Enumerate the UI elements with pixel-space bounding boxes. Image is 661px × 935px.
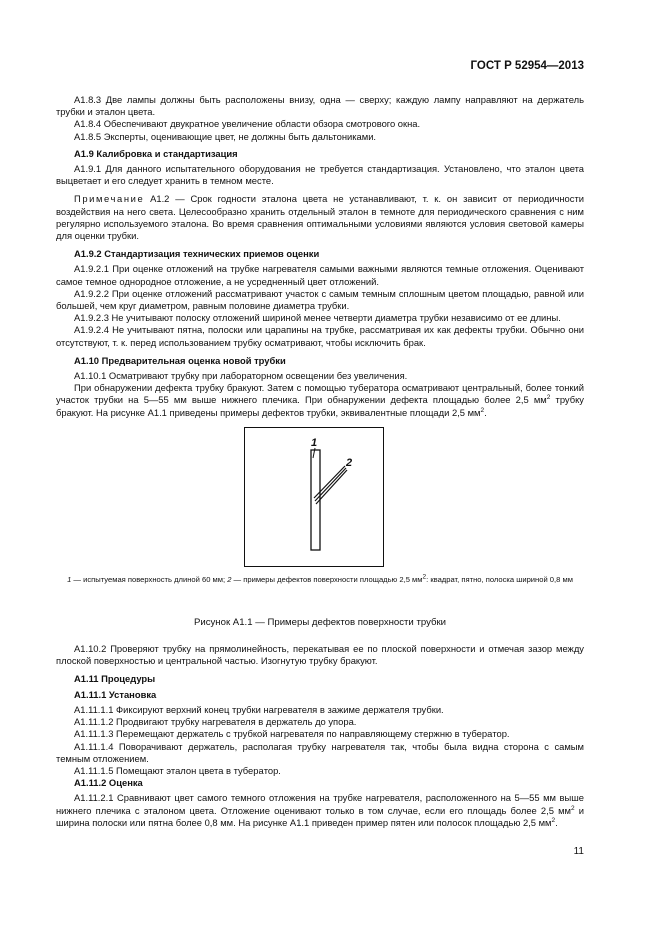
paragraph-a1-9-2-1: А1.9.2.1 При оценке отложений на трубке нагревателя самыми важными являются темные отложения. Оценивают самое темное однородное отложение, а не усредненный цвет отложений. (56, 263, 584, 287)
tube-drawing (245, 428, 383, 566)
superscript: 2 (422, 573, 427, 581)
eval-text-a: А1.11.2.1 Сравнивают цвет самого темного отложения на трубке нагревателя, расположенного на 5—55 мм выше нижнего плечика с эталоном цвета. Отложение оценивают только в том случае, если его площадь более 2,5 мм (56, 792, 584, 816)
document-body (56, 94, 584, 829)
defect-text-a: При обнаружении дефекта трубку бракуют. Затем с помощью туберaтора осматривают центральный, более тонкий участок трубки на 5—55 мм выше нижнего плечика. При обнаружении дефекта площадью более 2,5 мм (56, 382, 584, 406)
note-lead: Примечание (74, 193, 145, 205)
figure-title: Рисунок А1.1 — Примеры дефектов поверхности трубки (193, 616, 447, 628)
paragraph-a1-11-1-2: А1.11.1.2 Продвигают трубку нагревателя в держатель до упора. (74, 716, 357, 728)
legend-text-2a: — примеры дефектов поверхности площадью 2,5 мм (231, 574, 423, 584)
standard-header: ГОСТ Р 52954—2013 (470, 60, 584, 72)
defect-text-c: . (484, 406, 487, 418)
paragraph-a1-9-1: А1.9.1 Для данного испытательного оборудования не требуется стандартизация. Установлено, что эталон цвета выцветает и его следует хранить в темном месте. (56, 163, 584, 187)
paragraph-a1-11-1-3: А1.11.1.3 Перемещают держатель с трубкой нагревателя по направляющему стержню в туберaтор. (74, 728, 510, 740)
note-a1-2 (56, 193, 584, 242)
leader-line-1 (314, 466, 345, 498)
heading-a1-9-2: А1.9.2 Стандартизация технических приемов оценки (74, 248, 320, 260)
superscript: 2 (546, 394, 551, 402)
eval-text-b: и ширина полоски или пятна более 0,8 мм. На рисунке А1.1 приведен пример пятен или полосок площадью 2,5 мм (56, 804, 584, 828)
legend-number-2: 2 (227, 574, 232, 584)
heading-a1-10: А1.10 Предварительная оценка новой трубки (74, 354, 286, 366)
paragraph-a1-11-2-1 (56, 792, 584, 829)
paragraph-a1-10-2: А1.10.2 Проверяют трубку на прямолинейность, перекатывая ее по плоской поверхности и отмечая зазор между плоской поверхностью и центральной частью. Изогнутую трубку бракуют. (56, 643, 584, 667)
paragraph-a1-8-5: А1.8.5 Эксперты, оценивающие цвет, не должны быть дальтониками. (74, 130, 377, 142)
heading-a1-11-2: А1.11.2 Оценка (74, 777, 143, 789)
figure-frame (244, 427, 384, 567)
paragraph-a1-9-2-2: А1.9.2.2 При оценке отложений рассматривают участок с самым темным сплошным цветом площадью, равной или большей, чем круг диаметром, равным половине диаметра трубки. (56, 287, 584, 312)
heading-a1-9: А1.9 Калибровка и стандартизация (74, 147, 238, 159)
figure-legend (56, 575, 584, 586)
superscript: 2 (570, 804, 575, 812)
legend-number-1: 1 (67, 574, 72, 584)
figure-label-2: 2 (346, 456, 353, 469)
superscript: 2 (551, 816, 556, 824)
paragraph-a1-9-2-3: А1.9.2.3 Не учитывают полоску отложений шириной менее четверти диаметра трубки независимо от ее длины. (74, 312, 561, 324)
legend-text-2b: : квадрат, пятно, полоска шириной 0,8 мм (426, 574, 573, 584)
paragraph-a1-11-1-5: А1.11.1.5 Помещают эталон цвета в туберaтор. (74, 764, 281, 776)
paragraph-a1-11-1-4: А1.11.1.4 Поворачивают держатель, располагая трубку нагревателя так, чтобы была видна сторона с самым темным отложением. (56, 740, 584, 764)
heading-a1-11: А1.11 Процедуры (74, 673, 156, 685)
figure-label-1: 1 (311, 436, 318, 449)
page-number: 11 (573, 846, 584, 857)
heading-a1-11-1: А1.11.1 Установка (74, 688, 157, 700)
paragraph-defect-check (56, 382, 584, 419)
paragraph-a1-8-3: А1.8.3 Две лампы должны быть расположены внизу, одна — сверху; каждую лампу направляют на держатель трубки и эталон цвета. (56, 94, 584, 118)
superscript: 2 (480, 406, 485, 414)
paragraph-a1-8-4: А1.8.4 Обеспечивают двукратное увеличение области обзора смотрового окна. (74, 118, 421, 130)
figure-a1-1 (56, 427, 584, 607)
paragraph-a1-9-2-4: А1.9.2.4 Не учитывают пятна, полоски или царапины на трубке, рассматривая их как дефекты трубки. Обычно они отсутствуют, т. к. перед использованием трубку осматривают, чтобы исключить брак. (56, 324, 584, 348)
defect-text-b: трубку бракуют. На рисунке А1.1 приведены примеры дефектов трубки, эквивалентные площади 2,5 мм (56, 394, 584, 418)
legend-text-1: — испытуемая поверхность длиной 60 мм; (71, 574, 228, 584)
eval-text-c: . (555, 816, 558, 828)
note-text: А1.2 — Срок годности эталона цвета не устанавливают, т. к. он зависит от периодичности воздействия на него света. Целесообразно хранить отдельный эталон в темноте для периодического сравнения с ним регулярно используемого эталона. Во время сравнения оптимальными условиями являются условия световой камеры для оценки трубки. (56, 193, 584, 242)
paragraph-a1-10-1: А1.10.1 Осматривают трубку при лабораторном освещении без увеличения. (74, 370, 408, 382)
paragraph-a1-11-1-1: А1.11.1.1 Фиксируют верхний конец трубки нагревателя в зажиме держателя трубки. (74, 703, 444, 715)
